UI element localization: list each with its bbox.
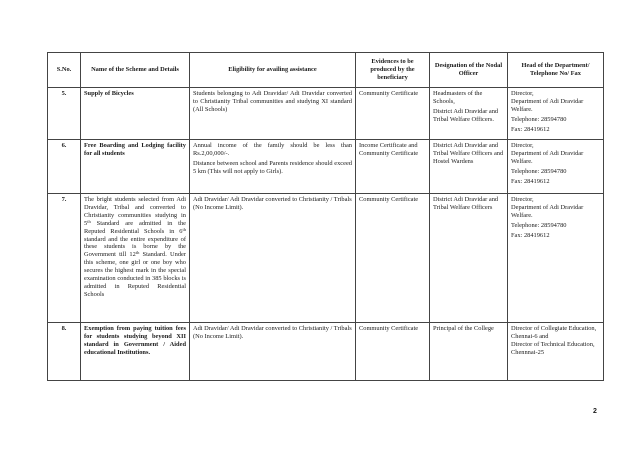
ordinal-suffix: th	[135, 250, 140, 256]
row-sno: 7.	[48, 194, 81, 323]
row-scheme-name: Free Boarding and Lodging facility for all students	[81, 140, 190, 194]
scheme-text-part: standard and the entire expenditure of these students is borne by the Government till 12	[84, 235, 186, 259]
schemes-table	[47, 52, 604, 381]
designation-line: District Adi Dravidar and Tribal Welfare Officers.	[433, 107, 499, 123]
head-line: Department of Adi Dravidar Welfare.	[511, 97, 584, 113]
head-line: Department of Adi Dravidar Welfare.	[511, 149, 584, 165]
row-sno: 8.	[48, 323, 81, 381]
header-scheme-name: Name of the Scheme and Details	[81, 53, 190, 88]
row-scheme-name: Exemption from paying tuition fees for students studying beyond XII standard in Government / Aided educational Institutions.	[81, 323, 190, 381]
row-designation: District Adi Dravidar and Tribal Welfare Officers	[430, 194, 508, 323]
eligibility-line: Distance between school and Parents residence should exceed 5 km (This will not apply to Girls).	[193, 159, 352, 175]
row-evidences: Community Certificate	[356, 194, 430, 323]
row-scheme-name	[81, 194, 190, 323]
row-sno: 6.	[48, 140, 81, 194]
head-line: Director of Technical Education,	[511, 340, 595, 348]
row-scheme-name: Supply of Bicycles	[81, 88, 190, 140]
head-fax: Fax: 28419612	[511, 231, 550, 239]
ordinal-suffix: th	[182, 226, 186, 232]
page-number: 2	[593, 408, 597, 415]
scheme-text-part: Standard are admitted in the Reputed Residential Schools in 6	[84, 219, 186, 235]
head-fax: Fax: 28419612	[511, 177, 550, 185]
head-telephone: Telephone: 28594780	[511, 115, 567, 123]
row-designation	[430, 88, 508, 140]
head-line: Chennnai-25	[511, 348, 545, 356]
row-designation: District Adi Dravidar and Tribal Welfare Officers and Hostel Wardens	[430, 140, 508, 194]
header-designation: Designation of the Nodal Officer	[430, 53, 508, 88]
row-head-of-department	[508, 194, 604, 323]
table-row	[48, 323, 604, 381]
head-telephone: Telephone: 28594780	[511, 221, 567, 229]
scheme-text-part: Standard. Under this scheme, one girl or one boy who secures the highest mark in the special examination conducted in 385 blocks is admitted in Reputed Residential Schools	[84, 251, 186, 298]
table-row	[48, 140, 604, 194]
header-eligibility: Eligibility for availing assistance	[190, 53, 356, 88]
head-line: Department of Adi Dravidar Welfare.	[511, 203, 584, 219]
row-eligibility	[190, 140, 356, 194]
head-line: Chennai-6 and	[511, 332, 549, 340]
head-line: Director of Collegiate Education,	[511, 325, 597, 332]
row-designation: Principal of the College	[430, 323, 508, 381]
row-evidences: Community Certificate	[356, 323, 430, 381]
table-row	[48, 88, 604, 140]
header-sno: S.No.	[48, 53, 81, 88]
row-eligibility: Adi Dravidar/ Adi Dravidar converted to Christianity / Tribals (No Income Limit).	[190, 194, 356, 323]
row-head-of-department	[508, 140, 604, 194]
head-line: Director,	[511, 142, 534, 149]
row-eligibility: Adi Dravidar/ Adi Dravidar converted to Christianity / Tribals (No Income Limit).	[190, 323, 356, 381]
eligibility-line: Annual income of the family should be less than Rs.2,00,000/-.	[193, 142, 352, 157]
scheme-text-part: The bright students selected from Adi Dravidar, Tribal and converted to Christianity communities studying in 5	[84, 196, 186, 227]
row-sno: 5.	[48, 88, 81, 140]
row-head-of-department	[508, 88, 604, 140]
header-head-of-department: Head of the Department/ Telephone No/ Fax	[508, 53, 604, 88]
header-evidences: Evidences to be produced by the beneficiary	[356, 53, 430, 88]
row-eligibility: Students belonging to Adi Dravidar/ Adi Dravidar converted to Christianity Tribal communities and studying XI standard (All Schools)	[190, 88, 356, 140]
head-line: Director,	[511, 196, 534, 203]
head-telephone: Telephone: 28594780	[511, 167, 567, 175]
row-evidences: Community Certificate	[356, 88, 430, 140]
head-fax: Fax: 28419612	[511, 125, 550, 133]
row-head-of-department	[508, 323, 604, 381]
designation-line: Headmasters of the Schools,	[433, 90, 483, 105]
head-line: Director,	[511, 90, 534, 97]
ordinal-suffix: th	[87, 218, 91, 224]
table-header-row	[48, 53, 604, 88]
row-evidences: Income Certificate and Community Certificate	[356, 140, 430, 194]
table-row	[48, 194, 604, 323]
